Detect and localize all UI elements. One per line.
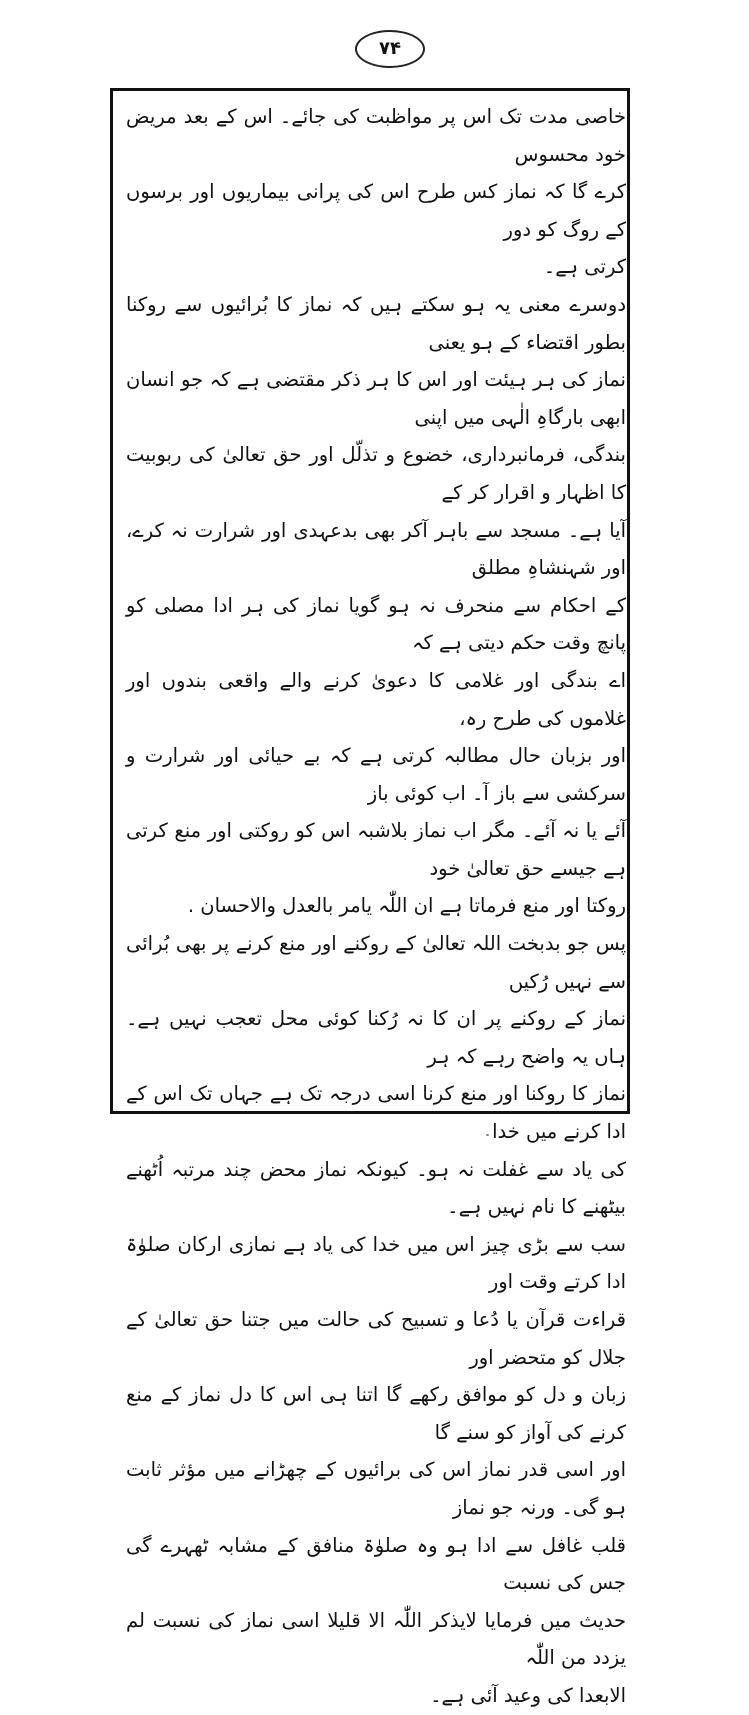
text-line: نماز کا روکنا اور منع کرنا اسی درجہ تک ہے جہاں تک اس کے ادا کرنے میں خدا [126,1082,626,1144]
paragraph [126,1226,626,1715]
text-line: سب سے بڑی چیز اس میں خدا کی یاد ہے نمازی ارکان صلوٰۃ ادا کرتے وقت اور [126,1232,626,1294]
text-line: نماز کے روکنے پر ان کا نہ رُکنا کوئی محل تعجب نہیں ہے۔ ہاں یہ واضح رہے کہ ہر [126,1007,626,1068]
text-line: کے احکام سے منحرف نہ ہو گویا نماز کی ہر ادا مصلی کو پانچ وقت حکم دیتی ہے کہ [126,593,626,655]
text-line: آیا ہے۔ مسجد سے باہر آکر بھی بدعہدی اور شرارت نہ کرے، اور شہنشاہِ مطلق [126,518,626,580]
page-body [126,98,626,1715]
text-line: اور اسی قدر نماز اس کی برائیوں کے چھڑانے میں مؤثر ثابت ہو گی۔ ورنہ جو نماز [126,1458,626,1519]
text-line: خاصی مدت تک اس پر مواظبت کی جائے۔ اس کے بعد مریض خود محسوس [126,105,626,166]
paragraph [126,286,626,925]
text-line: بندگی، فرمانبرداری، خضوع و تذلّل اور حق تعالیٰ کی ربوبیت کا اظہار و اقرار کر کے [126,443,626,504]
text-line: الابعدا کی وعید آئی ہے۔ [430,1683,626,1707]
text-line: دوسرے معنی یہ ہو سکتے ہیں کہ نماز کا بُرائیوں سے روکنا بطور اقتضاء کے ہو یعنی [126,292,626,354]
text-line: کرتی ہے۔ [543,255,626,279]
text-line: اے بندگی اور غلامی کا دعویٰ کرنے والے واقعی بندوں اور غلاموں کی طرح رہ، [126,668,626,730]
text-line: نماز کی ہر ہیئت اور اس کا ہر ذکر مقتضی ہے کہ جو انسان ابھی بارگاہِ الٰہی میں اپنی [126,368,626,429]
text-line: پس جو بدبخت اللہ تعالیٰ کے روکنے اور منع کرنے پر بھی بُرائی سے نہیں رُکیں [126,932,626,993]
scan-speck [486,1134,489,1136]
text-line: حدیث میں فرمایا لایذکر اللّٰہ الا قلیلا اسی نماز کی نسبت لم یزدد من اللّٰہ [126,1608,626,1670]
text-line: قلب غافل سے ادا ہو وہ صلوٰۃ منافق کے مشابہ ٹھہرے گی جس کی نسبت [126,1533,626,1595]
paragraph [126,925,626,1226]
text-line: قراءت قرآن یا دُعا و تسبیح کی حالت میں جتنا حق تعالیٰ کے جلال کو متحضر اور [126,1308,626,1369]
text-line: روکتا اور منع فرماتا ہے ان اللّٰہ یامر بالعدل والاحسان . [187,894,626,918]
text-line: کرے گا کہ نماز کس طرح اس کی پرانی بیماریوں اور برسوں کے روگ کو دور [126,180,626,241]
page-number: ۷۴ [355,30,425,68]
text-line: اور بزبان حال مطالبہ کرتی ہے کہ بے حیائی اور شرارت و سرکشی سے باز آ۔ اب کوئی باز [126,744,626,805]
paragraph [126,98,626,286]
text-line: آئے یا نہ آئے۔ مگر اب نماز بلاشبہ اس کو روکتی اور منع کرتی ہے جیسے حق تعالیٰ خود [126,819,626,880]
text-line: کی یاد سے غفلت نہ ہو۔ کیونکہ نماز محض چند مرتبہ اُٹھنے بیٹھنے کا نام نہیں ہے۔ [126,1157,626,1219]
text-line: زبان و دل کو موافق رکھے گا اتنا ہی اس کا دل نماز کے منع کرنے کی آواز کو سنے گا [126,1383,626,1444]
